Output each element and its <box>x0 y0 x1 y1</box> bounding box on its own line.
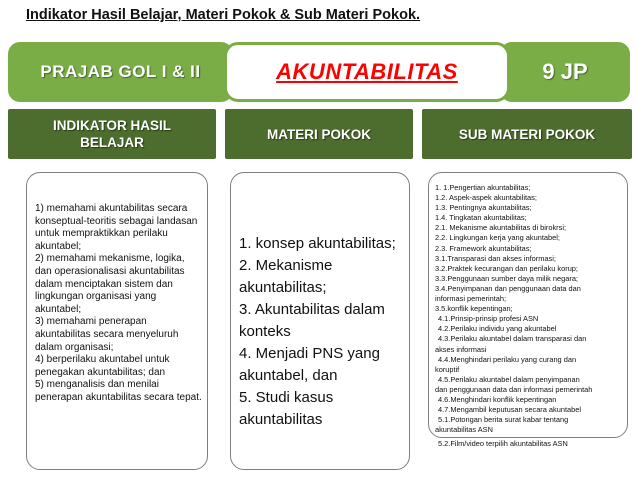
indikator-line: dan operasionalisasi akuntabilitas <box>35 265 185 277</box>
indikator-line: konseptual-teoritis sebagai landasan <box>35 215 198 227</box>
sub-materi-line: akses informasi <box>435 344 487 354</box>
sub-materi-line: 1.3. Pentingnya akuntabilitas; <box>435 203 532 213</box>
sub-materi-line: 4.3.Perilaku akuntabel dalam transparasi dan <box>438 334 587 344</box>
sub-materi-line: 1.4. Tingkatan akuntabilitas; <box>435 213 527 223</box>
indikator-line: lingkungan organisasi yang <box>35 291 157 303</box>
indikator-line: akuntabel; <box>35 240 82 252</box>
banner-program: PRAJAB GOL I & II <box>8 42 233 102</box>
indikator-line: dalam organisasi; <box>35 341 114 353</box>
banner-subject: AKUNTABILITAS <box>224 42 510 102</box>
sub-materi-line: 2.3. Framework akuntabilitas; <box>435 243 532 253</box>
materi-box <box>230 172 410 470</box>
sub-materi-line: 4.1.Prinsip-prinsip profesi ASN <box>438 314 539 324</box>
indikator-line: 2) memahami mekanisme, logika, <box>35 253 185 265</box>
sub-materi-line: 3.1.Transparasi dan akses informasi; <box>435 253 556 263</box>
header-indikator-line2: BELAJAR <box>80 135 144 150</box>
sub-materi-line: informasi pemerintah; <box>435 294 507 304</box>
sub-materi-line: 4.6.Menghindari konflik kepentingan <box>438 394 557 404</box>
sub-materi-line: 3.4.Penyimpanan dan penggunaan data dan <box>435 283 581 293</box>
sub-materi-line: dan penggunaan data dan informasi pemerintah <box>435 384 593 394</box>
indikator-line: 5) menganalisis dan menilai <box>35 379 159 391</box>
materi-line: 3. Akuntabilitas dalam <box>239 301 385 318</box>
sub-materi-line: 1. 1.Pengertian akuntabilitas; <box>435 183 531 192</box>
sub-materi-line: 4.2.Perilaku individu yang akuntabel <box>438 324 557 334</box>
sub-materi-line: 2.2. Lingkungan kerja yang akuntabel; <box>435 233 560 243</box>
sub-materi-line: 4.7.Mengambil keputusan secara akuntabel <box>438 405 581 415</box>
sub-materi-line: 3.3.Penggunaan sumber daya milik negara; <box>435 273 578 283</box>
indikator-line: penegakan akuntabilitas; dan <box>35 366 166 378</box>
indikator-line: penerapan akuntabilitas secara tepat. <box>35 391 202 403</box>
sub-materi-line: 4.5.Perilaku akuntabel dalam penyimpanan <box>438 374 580 384</box>
indikator-line: untuk mempraktikkan perilaku <box>35 228 168 240</box>
sub-materi-line: akuntabilitas ASN <box>435 425 493 435</box>
header-indikator <box>8 109 216 159</box>
materi-line: 1. konsep akuntabilitas; <box>239 235 396 252</box>
sub-materi-box <box>428 172 628 449</box>
materi-line: akuntabilitas <box>239 411 323 428</box>
indikator-line: akuntabel; <box>35 303 82 315</box>
indikator-line: dalam menciptakan sistem dan <box>35 278 173 290</box>
sub-materi-line: 3.5.konflik kepentingan; <box>435 304 513 314</box>
sub-materi-line: koruptif <box>435 364 460 374</box>
header-materi: MATERI POKOK <box>225 109 413 159</box>
header-indikator-line1: INDIKATOR HASIL <box>53 118 171 133</box>
materi-line: akuntabel, dan <box>239 367 338 384</box>
materi-line: akuntabilitas; <box>239 279 327 296</box>
sub-materi-line: 1.2. Aspek-aspek akuntabilitas; <box>435 193 537 203</box>
banner-hours: 9 JP <box>500 42 630 102</box>
indikator-box <box>26 172 208 470</box>
sub-materi-line: 3.2.Praktek kecurangan dan perilaku korup; <box>435 263 578 273</box>
sub-materi-line: 4.4.Menghindari perilaku yang curang dan <box>438 354 577 364</box>
indikator-line: 1) memahami akuntabilitas secara <box>35 203 188 214</box>
sub-materi-line: 5.1.Potongan berita surat kabar tentang <box>438 415 569 425</box>
header-sub-materi: SUB MATERI POKOK <box>422 109 632 159</box>
materi-line: 2. Mekanisme <box>239 257 333 274</box>
materi-line: konteks <box>239 323 291 340</box>
indikator-line: 4) berperilaku akuntabel untuk <box>35 354 170 366</box>
sub-materi-line: 2.1. Mekanisme akuntabilitas di birokrsi; <box>435 223 567 233</box>
materi-line: 5. Studi kasus <box>239 389 334 406</box>
sub-materi-line: 5.2.Film/video terpilih akuntabilitas ASN <box>438 439 568 449</box>
indikator-line: 3) memahami penerapan <box>35 316 147 328</box>
page-title: Indikator Hasil Belajar, Materi Pokok & Sub Materi Pokok. <box>26 7 421 23</box>
indikator-line: akuntabilitas secara menyeluruh <box>35 328 179 340</box>
materi-line: 4. Menjadi PNS yang <box>239 345 380 362</box>
